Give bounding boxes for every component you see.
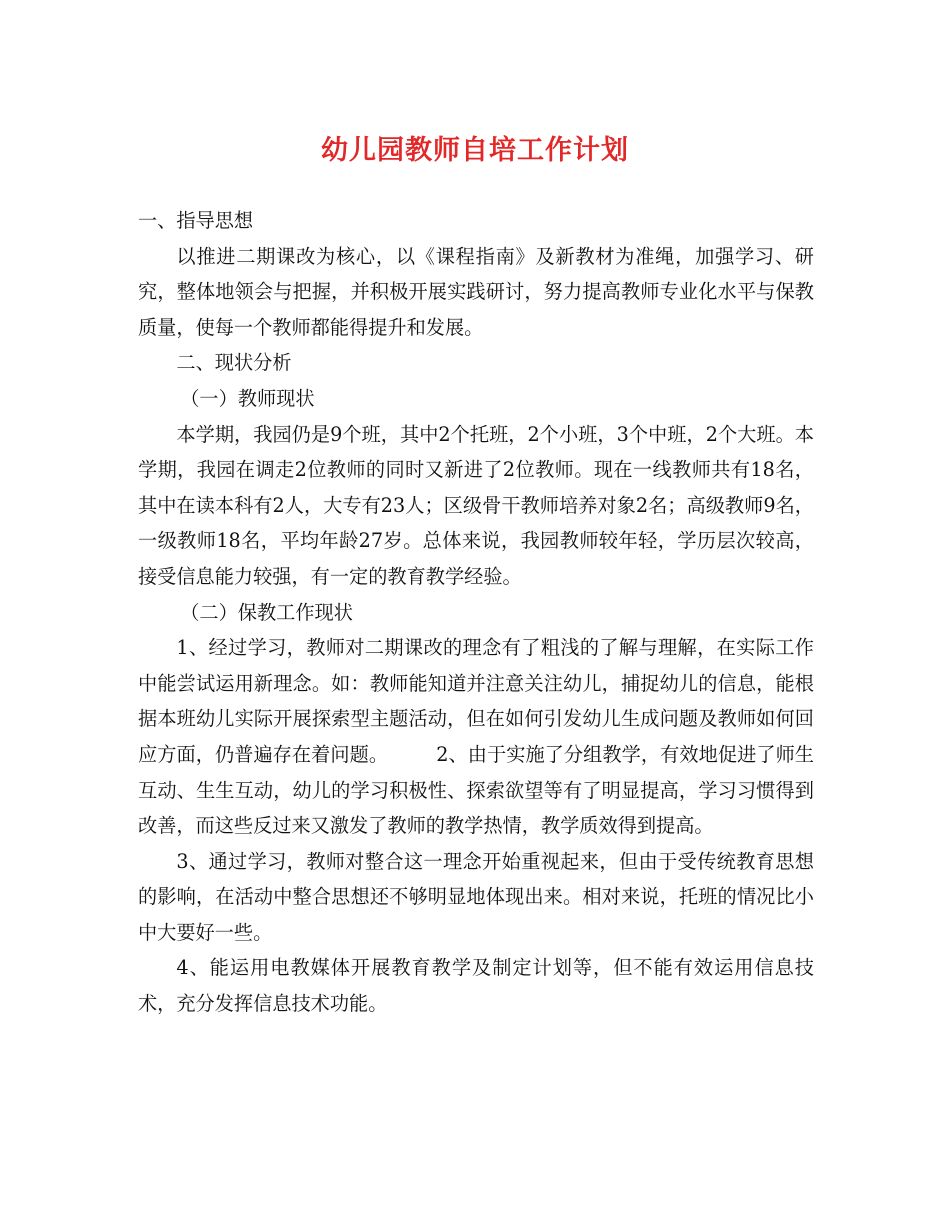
document-body [138,203,814,1022]
document-title: 幼儿园教师自培工作计划 [321,135,629,166]
paragraph-status-item-3: 3、通过学习，教师对整合这一理念开始重视起来，但由于受传统教育思想的影响，在活动中整合思想还不够明显地体现出来。相对来说，托班的情况比小中大要好一些。 [138,849,814,944]
paragraph-status-item-4: 4、能运用电教媒体开展教育教学及制定计划等，但不能有效运用信息技术，充分发挥信息技术功能。 [138,956,814,1016]
subheading-care-education-status: （二）保教工作现状 [180,600,353,624]
paragraph-status-item-1-2: 1、经过学习，教师对二期课改的理念有了粗浅的了解与理解，在实际工作中能尝试运用新理念。如：教师能知道并注意关注幼儿，捕捉幼儿的信息，能根据本班幼儿实际开展探索型主题活动，但在如何引发幼儿生成问题及教师如何回应方面，仍普遍存在着问题。 2、由于实施了分组教学，有效地促进了师生互动、生生互动，幼儿的学习积极性、探索欲望等有了明显提高，学习习惯得到改善，而这些反过来又激发了教师的教学热情，教学质效得到提高。 [138,636,814,838]
paragraph-teacher-status: 本学期，我园仍是9个班，其中2个托班，2个小班，3个中班，2个大班。本学期，我园在调走2位教师的同时又新进了2位教师。现在一线教师共有18名，其中在读本科有2人，大专有23人；区级骨干教师培养对象2名；高级教师9名，一级教师18名，平均年龄27岁。总体来说，我园教师较年轻，学历层次较高，接受信息能力较强，有一定的教育教学经验。 [138,422,814,588]
section-heading-status-analysis: 二、现状分析 [176,351,292,375]
section-heading-guiding-thought: 一、指导思想 [138,209,254,232]
paragraph-guiding-thought: 以推进二期课改为核心，以《课程指南》及新教材为准绳，加强学习、研究，整体地领会与把握，并积极开展实践研讨，努力提高教师专业化水平与保教质量，使每一个教师都能得提升和发展。 [138,244,814,339]
subheading-teacher-status: （一）教师现状 [180,386,315,410]
